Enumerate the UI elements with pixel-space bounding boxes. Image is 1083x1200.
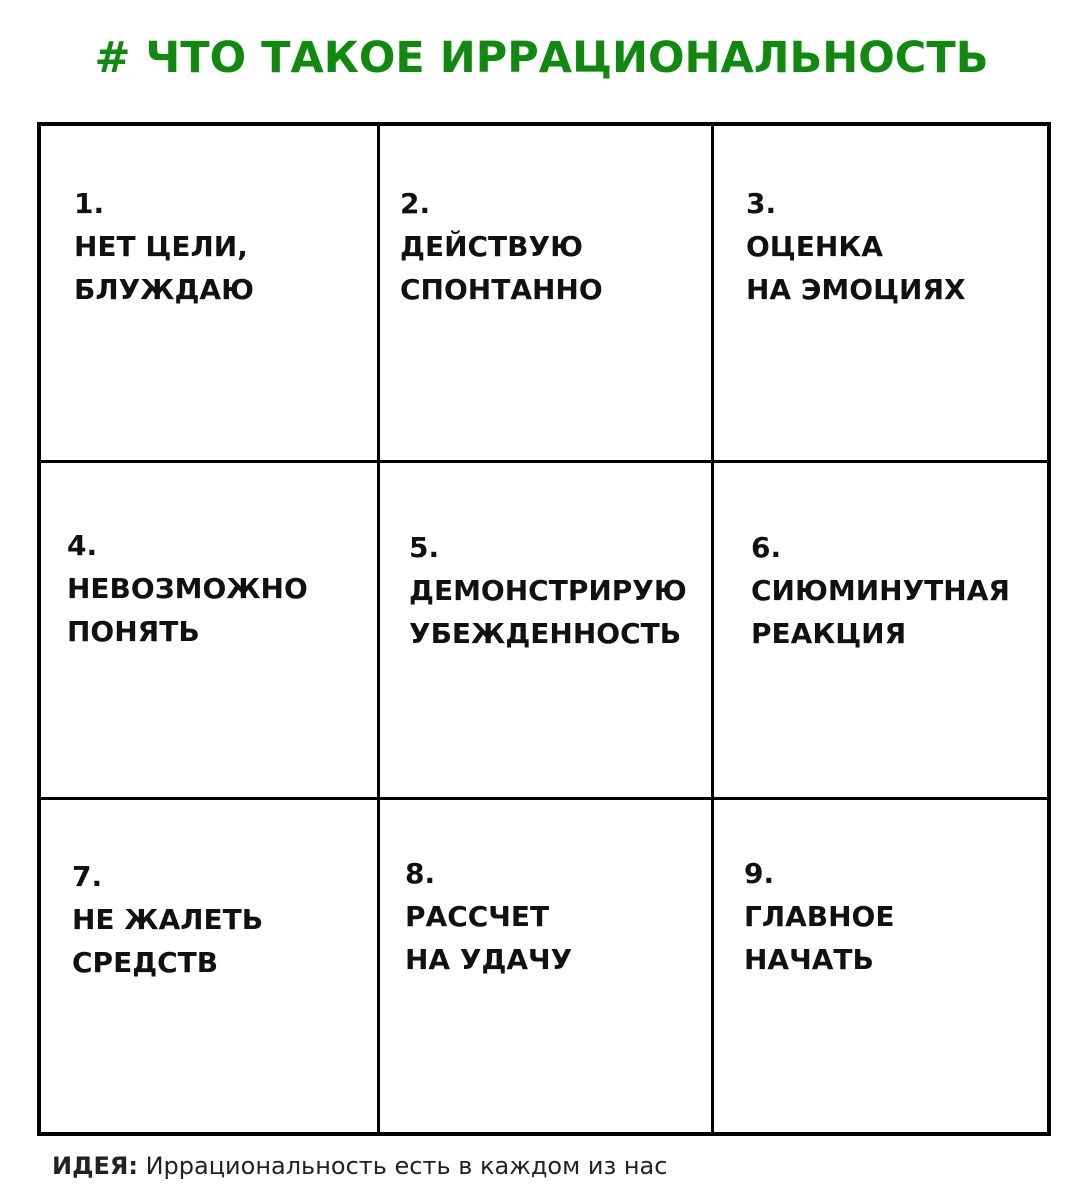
cell-number: 4. <box>67 529 98 562</box>
cell-number: 8. <box>405 857 436 890</box>
cell-number: 5. <box>409 531 440 564</box>
cell-text-line: ОЦЕНКА <box>746 230 883 263</box>
cell-text-line: СПОНТАННО <box>400 273 603 306</box>
grid-cell-9 <box>744 852 894 981</box>
grid-cell-4 <box>67 524 308 653</box>
cell-number: 7. <box>72 860 103 893</box>
cell-text-line: НЕТ ЦЕЛИ, <box>74 230 248 263</box>
idea-text: Иррациональность есть в каждом из нас <box>137 1152 668 1180</box>
page-title: # ЧТО ТАКОЕ ИРРАЦИОНАЛЬНОСТЬ <box>94 33 989 83</box>
idea-caption <box>52 1148 667 1184</box>
cell-text-line: РАССЧЕТ <box>405 900 550 933</box>
cell-text-line: ДЕМОНСТРИРУЮ <box>409 574 687 607</box>
grid-cell-3 <box>746 182 966 311</box>
grid-cell-7 <box>72 855 263 984</box>
cell-text-line: НА УДАЧУ <box>405 943 573 976</box>
cell-number: 9. <box>744 857 775 890</box>
idea-label: ИДЕЯ: <box>52 1152 138 1180</box>
grid-divider-vertical <box>711 126 714 1132</box>
cell-number: 6. <box>751 531 782 564</box>
cell-text-line: СИЮМИНУТНАЯ <box>751 574 1010 607</box>
cell-text-line: НАЧАТЬ <box>744 943 874 976</box>
cell-text-line: БЛУЖДАЮ <box>74 273 254 306</box>
grid-divider-horizontal <box>41 797 1047 800</box>
grid-cell-6 <box>751 526 1010 655</box>
grid-cell-8 <box>405 852 572 981</box>
grid-cell-1 <box>74 182 254 311</box>
cell-text-line: НА ЭМОЦИЯХ <box>746 273 966 306</box>
grid-cell-5 <box>409 526 687 655</box>
cell-text-line: ДЕЙСТВУЮ <box>400 230 583 263</box>
cell-text-line: СРЕДСТВ <box>72 946 219 979</box>
cell-number: 3. <box>746 187 777 220</box>
cell-text-line: РЕАКЦИЯ <box>751 617 907 650</box>
grid-cell-2 <box>400 182 603 311</box>
grid-divider-vertical <box>377 126 380 1132</box>
cell-text-line: ПОНЯТЬ <box>67 615 200 648</box>
cell-text-line: НЕ ЖАЛЕТЬ <box>72 903 264 936</box>
cell-number: 1. <box>74 187 105 220</box>
cell-text-line: НЕВОЗМОЖНО <box>67 572 308 605</box>
cell-number: 2. <box>400 187 431 220</box>
cell-text-line: ГЛАВНОЕ <box>744 900 895 933</box>
grid-divider-horizontal <box>41 460 1047 463</box>
cell-text-line: УБЕЖДЕННОСТЬ <box>409 617 682 650</box>
